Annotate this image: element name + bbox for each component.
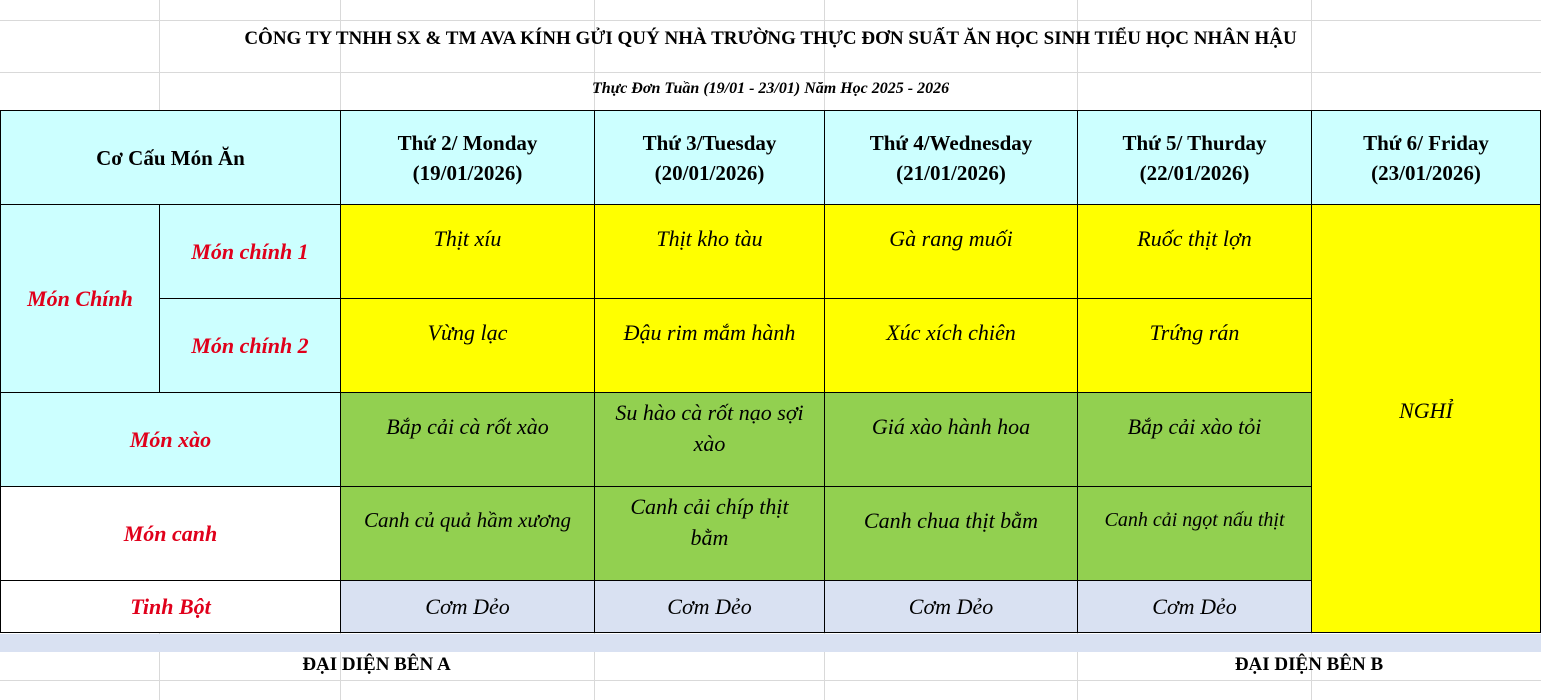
soup-tue: Canh cải chíp thịt bằm (595, 487, 825, 581)
stirfry-thu: Bắp cải xào tỏi (1078, 393, 1312, 487)
main1-thu: Ruốc thịt lợn (1078, 205, 1312, 299)
day-date: (21/01/2026) (896, 160, 1006, 185)
gridline (0, 72, 1541, 73)
day-date: (19/01/2026) (412, 160, 523, 185)
menu-table (0, 110, 1541, 633)
main-dish-group-text: Món Chính (27, 285, 133, 311)
starch-wed: Cơm Dẻo (825, 581, 1078, 633)
stir-fry-text: Món xào (129, 426, 212, 452)
starch-label (1, 581, 341, 633)
day-name: Thứ 5/ Thurday (1122, 130, 1267, 155)
stirfry-tue: Su hào cà rốt nạo sợi xào (595, 393, 825, 487)
day-date: (20/01/2026) (654, 160, 765, 185)
day-name: Thứ 6/ Friday (1363, 130, 1489, 155)
starch-mon: Cơm Dẻo (341, 581, 595, 633)
soup-mon: Canh củ quả hầm xương (341, 487, 595, 581)
main-dish-1-label (160, 205, 341, 299)
soup-wed: Canh chua thịt bằm (825, 487, 1078, 581)
page-subtitle: Thực Đơn Tuần (19/01 - 23/01) Năm Học 2025 - 2026 (591, 80, 950, 97)
signature-party-a: ĐẠI DIỆN BÊN A (302, 654, 451, 675)
starch-text: Tinh Bột (130, 593, 211, 619)
day-name: Thứ 4/Wednesday (869, 130, 1033, 155)
main-dish-group-label (1, 205, 160, 393)
signature-party-b: ĐẠI DIỆN BÊN B (1234, 654, 1384, 675)
gridline (0, 20, 1541, 21)
day-header-fri (1312, 111, 1541, 205)
day-date: (23/01/2026) (1371, 160, 1481, 185)
page-title: CÔNG TY TNHH SX & TM AVA KÍNH GỬI QUÝ NHÀ TRƯỜNG THỰC ĐƠN SUẤT ĂN HỌC SINH TIỂU HỌC NHÂN HẬU (244, 28, 1297, 49)
day-header-tue (595, 111, 825, 205)
stir-fry-label (1, 393, 341, 487)
day-header-wed (825, 111, 1078, 205)
footer-band (0, 634, 1541, 652)
main2-thu: Trứng rán (1078, 299, 1312, 393)
day-header-mon (341, 111, 595, 205)
day-date: (22/01/2026) (1139, 160, 1250, 185)
day-name: Thứ 2/ Monday (397, 130, 538, 155)
main2-wed: Xúc xích chiên (825, 299, 1078, 393)
starch-thu: Cơm Dẻo (1078, 581, 1312, 633)
gridline (0, 680, 1541, 681)
starch-tue: Cơm Dẻo (595, 581, 825, 633)
soup-text: Món canh (123, 520, 218, 546)
main1-mon: Thịt xíu (341, 205, 595, 299)
stirfry-mon: Bắp cải cà rốt xào (341, 393, 595, 487)
structure-header-label: Cơ Cấu Món Ăn (96, 145, 245, 170)
day-name: Thứ 3/Tuesday (642, 130, 777, 155)
main1-tue: Thịt kho tàu (595, 205, 825, 299)
stirfry-wed: Giá xào hành hoa (825, 393, 1078, 487)
main-dish-1-text: Món chính 1 (191, 238, 309, 264)
soup-thu: Canh cải ngọt nấu thịt (1078, 487, 1312, 581)
day-header-thu (1078, 111, 1312, 205)
main-dish-2-label (160, 299, 341, 393)
main-dish-2-text: Món chính 2 (191, 332, 309, 358)
soup-label (1, 487, 341, 581)
main1-wed: Gà rang muối (825, 205, 1078, 299)
structure-header (1, 111, 341, 205)
friday-off-cell: NGHỈ (1312, 205, 1541, 633)
main2-mon: Vừng lạc (341, 299, 595, 393)
main2-tue: Đậu rim mắm hành (595, 299, 825, 393)
